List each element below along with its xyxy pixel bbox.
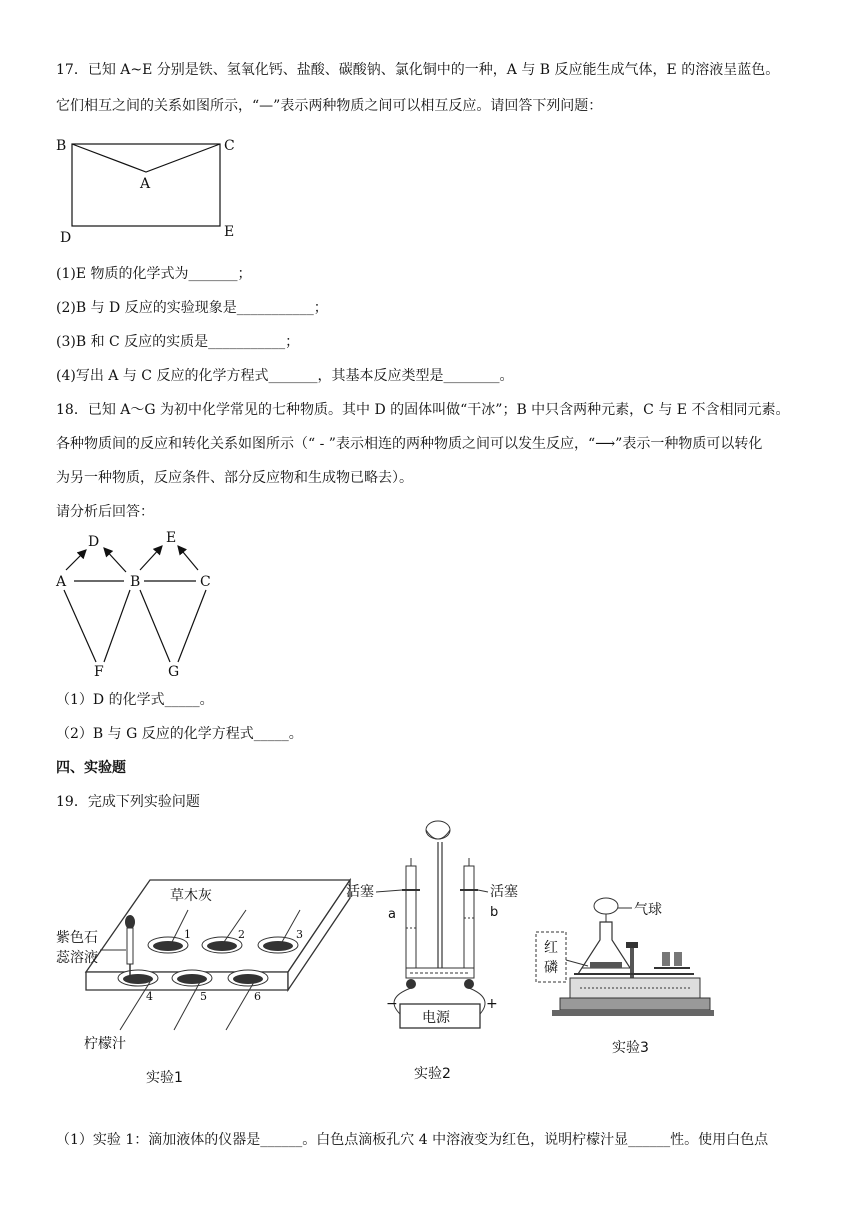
exp3-caption: 实验3 xyxy=(612,1040,649,1056)
q19-subq1: （1）实验 1：滴加液体的仪器是______。白色点滴板孔穴 4 中溶液变为红色，说明柠檬汁显______性。使用白色点 xyxy=(56,1132,769,1148)
exp1-caption: 实验1 xyxy=(146,1070,183,1086)
experiment1-figure xyxy=(50,850,360,1090)
hole-label-6: 6 xyxy=(254,990,261,1003)
experiment2-figure xyxy=(344,818,524,1088)
q18-node-e: E xyxy=(166,530,177,546)
hole-label-1: 1 xyxy=(184,928,191,941)
hole-6 xyxy=(228,970,268,986)
q18-subq2: （2）B 与 G 反应的化学方程式_____。 xyxy=(56,726,303,742)
q17-node-b: B xyxy=(56,138,67,154)
q18-relation-diagram xyxy=(50,526,230,682)
q18-node-a: A xyxy=(56,574,67,590)
flask-icon xyxy=(578,922,634,974)
exp2-caption: 实验2 xyxy=(414,1066,451,1082)
exp3-balloon-label: 气球 xyxy=(634,902,662,918)
q18-stem-line1: 18．已知 A～G 为初中化学常见的七种物质。其中 D 的固体叫做“干冰”；B 中只含两种元素，C 与 E 不含相同元素。 xyxy=(56,402,790,418)
balloon-icon xyxy=(594,898,618,922)
hole-3 xyxy=(258,937,298,953)
exp2-valve-left: 活塞 xyxy=(346,884,374,900)
q17-node-d: D xyxy=(60,230,72,246)
q18-stem-line3: 为另一种物质，反应条件、部分反应物和生成物已略去）。 xyxy=(56,470,413,486)
exp3-phosphorus-2: 磷 xyxy=(544,960,558,976)
q17-subq3: (3)B 和 C 反应的实质是___________； xyxy=(56,334,300,350)
q19-stem: 19．完成下列实验问题 xyxy=(56,794,200,810)
exp1-label-left-1: 紫色石 xyxy=(56,930,98,946)
section-title: 四、实验题 xyxy=(56,760,126,776)
q18-node-g: G xyxy=(168,664,180,680)
q17-node-e: E xyxy=(224,224,235,240)
exp1-label-bottom: 柠檬汁 xyxy=(84,1036,126,1052)
exp2-tube-b: b xyxy=(490,905,499,920)
hole-4 xyxy=(118,970,158,986)
exp1-label-top: 草木灰 xyxy=(170,888,212,904)
experiment3-figure xyxy=(534,890,714,1070)
q18-subq1: （1）D 的化学式_____。 xyxy=(56,692,214,708)
exp2-tube-a: a xyxy=(388,907,396,922)
hole-5 xyxy=(172,970,212,986)
q17-subq4: (4)写出 A 与 C 反应的化学方程式_______，其基本反应类型是________。 xyxy=(56,368,514,384)
exp2-minus: − xyxy=(386,996,398,1012)
q18-stem-line2: 各种物质间的反应和转化关系如图所示（“ - ”表示相连的两种物质之间可以发生反应，“⟶”表示一种物质可以转化 xyxy=(56,436,763,452)
q17-stem-line2: 它们相互之间的关系如图所示，“—”表示两种物质之间可以相互反应。请回答下列问题： xyxy=(56,98,603,114)
exp3-phosphorus-1: 红 xyxy=(544,940,558,956)
q18-prompt: 请分析后回答： xyxy=(56,504,154,520)
q17-subq2: (2)B 与 D 反应的实验现象是___________； xyxy=(56,300,328,316)
exp2-power-label: 电源 xyxy=(422,1010,450,1026)
hole-label-3: 3 xyxy=(296,928,303,941)
exp2-plus: + xyxy=(486,996,498,1012)
q17-node-a: A xyxy=(140,176,151,192)
hole-1 xyxy=(148,937,188,953)
hole-label-5: 5 xyxy=(200,990,207,1003)
hole-label-4: 4 xyxy=(146,990,153,1003)
q18-node-d: D xyxy=(88,534,100,550)
hole-label-2: 2 xyxy=(238,928,245,941)
exp2-valve-right: 活塞 xyxy=(490,884,518,900)
exp1-label-left-2: 蕊溶液 xyxy=(56,950,98,966)
hole-2 xyxy=(202,937,242,953)
q17-stem-line1: 17．已知 A~E 分别是铁、氢氧化钙、盐酸、碳酸钠、氯化铜中的一种，A 与 B 反应能生成气体，E 的溶液呈蓝色。 xyxy=(56,62,780,78)
q17-node-c: C xyxy=(224,138,235,154)
q18-node-c: C xyxy=(200,574,211,590)
q18-node-b: B xyxy=(130,574,141,590)
q17-relation-diagram xyxy=(50,132,250,252)
weights-icon xyxy=(654,952,690,968)
q17-subq1: (1)E 物质的化学式为_______； xyxy=(56,266,252,282)
q18-node-f: F xyxy=(94,664,104,680)
